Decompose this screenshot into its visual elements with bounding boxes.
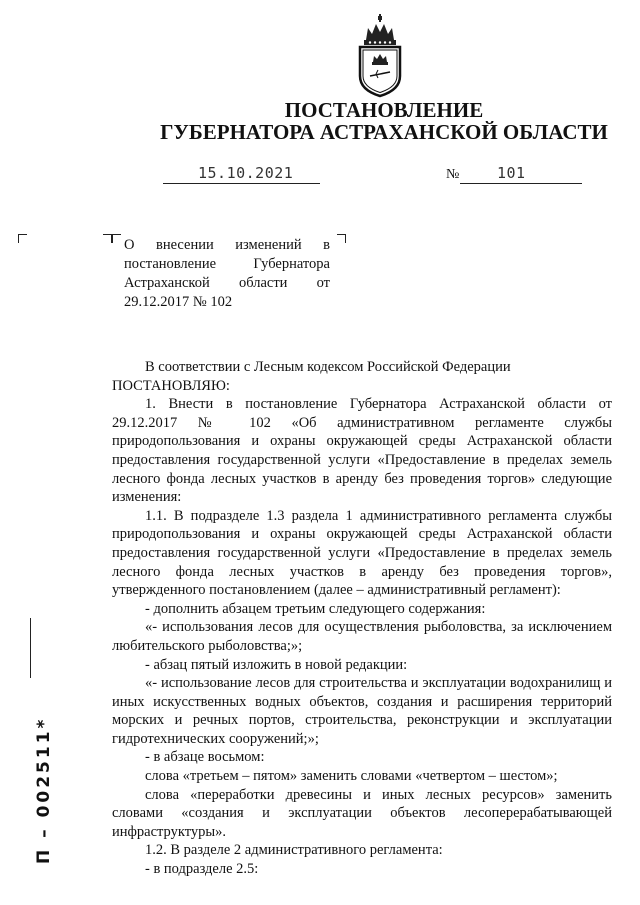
subject-corner-left-b [112, 234, 121, 243]
document-number: 101 [497, 164, 526, 182]
subject-corner-left-a [103, 234, 112, 243]
body-paragraph-item-1-1: 1.1. В подразделе 1.3 раздела 1 административного регламента службы природопользования и охраны окружающей среды Астраханской области предоставления государственной услуги «Предоставление в пределах земель лесного фонда лесных участков в аренду без проведения торгов», утвержденного постановлением (далее – административный регламент): [112, 507, 612, 599]
body-paragraph-replace-1: слова «третьем – пятом» заменить словами «четвертом – шестом»; [145, 768, 558, 785]
date-underline [163, 183, 320, 184]
document-title-line-2: ГУБЕРНАТОРА АСТРАХАНСКОЙ ОБЛАСТИ [160, 120, 608, 144]
left-margin-corner-mark [18, 234, 27, 243]
body-paragraph-eighth: - в абзаце восьмом: [145, 749, 265, 766]
body-paragraph-fifth-new: - абзац пятый изложить в новой редакции: [145, 656, 408, 673]
body-paragraph-replace-2: слова «переработки древесины и иных лесных ресурсов» заменить словами «создания и эксплуатации объектов лесоперерабатывающей инфраструктуры». [112, 786, 612, 840]
document-date: 15.10.2021 [198, 164, 294, 182]
number-sign: № [446, 167, 460, 182]
body-paragraph-subsection-2-5: - в подразделе 2.5: [145, 861, 259, 878]
body-paragraph-add-third: - дополнить абзацем третьим следующего содержания: [145, 600, 486, 617]
margin-rule [30, 618, 31, 678]
document-title-line-1: ПОСТАНОВЛЕНИЕ [284, 98, 484, 122]
number-underline [460, 183, 582, 184]
body-paragraph-item-1: 1. Внести в постановление Губернатора Астраханской области от 29.12.2017 № 102 «Об административном регламенте службы природопользования и охраны окружающей среды Астраханской области предоставления государственной услуги «Предоставление в пределах земель лесного фонда лесных участков в аренду без проведения торгов» следующие изменения: [112, 396, 612, 506]
body-paragraph-quote-fishing: «- использования лесов для осуществления рыболовства, за исключением любительского рыболовства;»; [112, 619, 612, 654]
body-paragraph-resolve: ПОСТАНОВЛЯЮ: [112, 377, 230, 394]
body-paragraph-item-1-2: 1.2. В разделе 2 административного регламента: [145, 842, 443, 859]
body-paragraph-basis: В соответствии с Лесным кодексом Российской Федерации [145, 359, 511, 375]
document-body [112, 358, 612, 879]
coat-of-arms-icon [354, 14, 406, 98]
body-paragraph-quote-construction: «- использование лесов для строительства и эксплуатации водохранилищ и иных искусственных водных объектов, создания и расширения территорий морских и речных портов, строительства, реконструкции и эксплуатации гидротехнических сооружений;»; [112, 675, 612, 747]
document-subject: О внесении изменений в постановление Губернатора Астраханской области от 29.12.2017 № 102 [124, 237, 330, 310]
subject-corner-right [337, 234, 346, 243]
margin-registration-code: П – 002511* [34, 716, 54, 864]
